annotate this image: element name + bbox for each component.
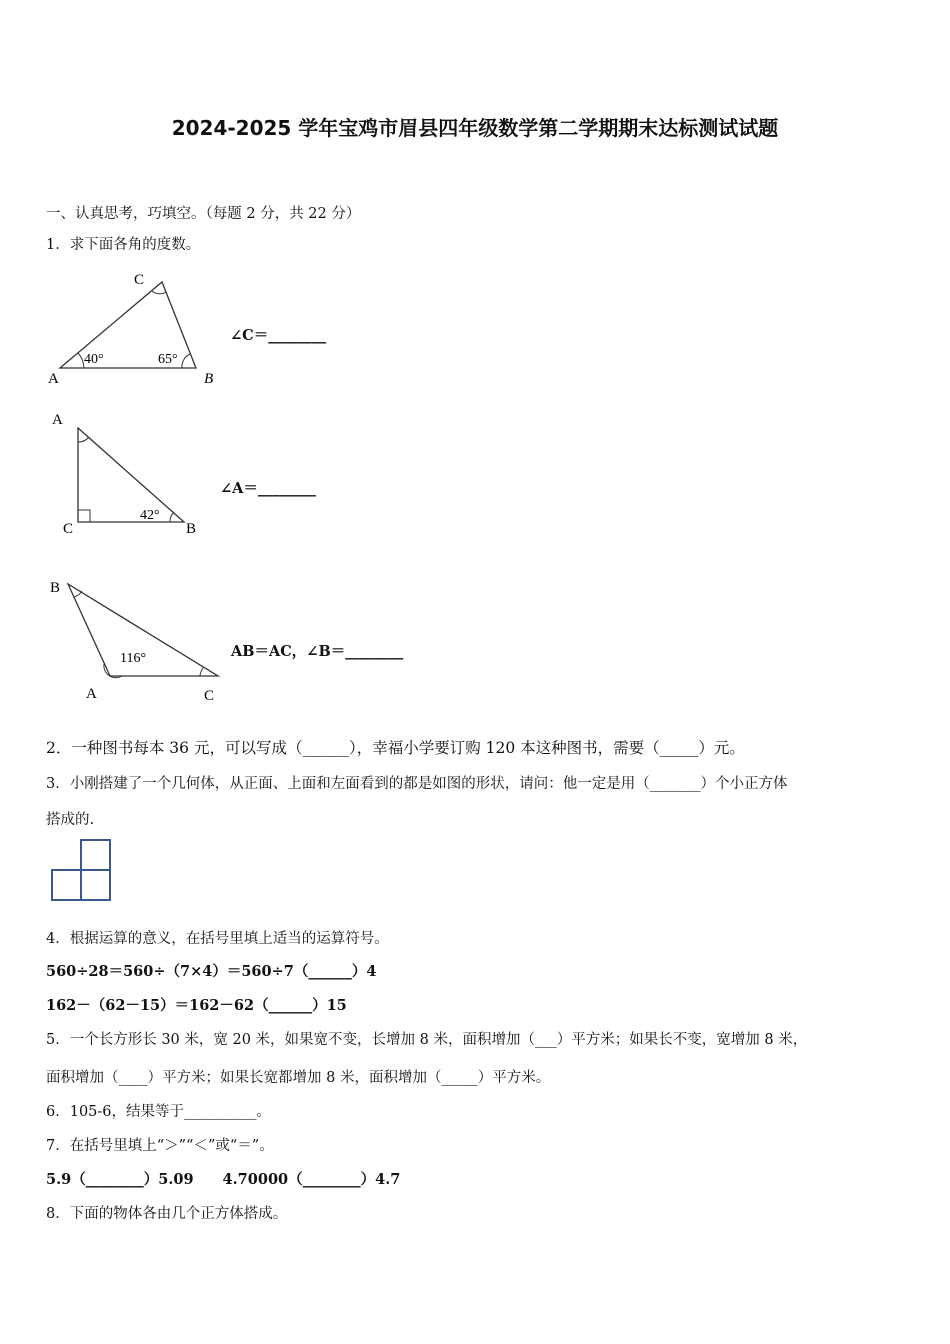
question-1: 1．求下面各角的度数。 [46, 237, 201, 253]
question-7-items: 5.9（________）5.09 4.70000（________）4.7 [46, 1171, 401, 1188]
question-5-line-1: 5．一个长方形长 30 米，宽 20 米，如果宽不变，长增加 8 米，面积增加（___）平方米；如果长不变，宽增加 8 米， [46, 1032, 808, 1048]
question-8: 8．下面的物体各由几个正方体搭成。 [46, 1206, 288, 1222]
vertex-label-b: B [50, 580, 61, 596]
triangle-figure-2 [44, 404, 214, 542]
question-3-line-2: 搭成的. [46, 812, 95, 828]
angle-label-a: 116° [120, 651, 147, 666]
question-4-equation-1: 560÷28＝560÷（7×4）＝560÷7（______）4 [46, 963, 377, 980]
page-title: 2024-2025 学年宝鸡市眉县四年级数学第二学期期末达标测试试题 [171, 116, 779, 140]
angle-label-b: 65° [158, 352, 178, 367]
vertex-label-b: B [186, 521, 197, 537]
question-7: 7．在括号里填上“＞”“＜”或“＝”。 [46, 1138, 274, 1154]
vertex-label-c: C [134, 272, 145, 288]
vertex-label-c: C [204, 688, 215, 704]
vertex-label-a: A [52, 412, 63, 428]
vertex-label-b: B [204, 371, 214, 387]
answer-angle-a: ∠A＝________ [220, 480, 316, 497]
answer-angle-c: ∠C＝________ [230, 327, 327, 344]
cube-view-figure [50, 838, 114, 902]
vertex-label-c: C [63, 521, 74, 537]
question-3-line-1: 3．小刚搭建了一个几何体，从正面、上面和左面看到的都是如图的形状，请问：他一定是用（_______）个小正方体 [46, 776, 788, 792]
answer-angle-b: AB＝AC，∠B＝________ [231, 643, 404, 660]
angle-label-a: 40° [84, 352, 104, 367]
question-4: 4．根据运算的意义，在括号里填上适当的运算符号。 [46, 931, 389, 947]
question-4-equation-2: 162－（62－15）＝162－62（______）15 [46, 997, 347, 1014]
triangle-figure-1 [44, 262, 234, 388]
question-2: 2．一种图书每本 36 元，可以写成（______），幸福小学要订购 120 本这种图书，需要（_____）元。 [46, 739, 745, 757]
vertex-label-a: A [86, 686, 97, 702]
question-5-line-2: 面积增加（____）平方米；如果长宽都增加 8 米，面积增加（_____）平方米。 [46, 1070, 551, 1086]
vertex-label-a: A [48, 371, 59, 387]
triangle-figure-3 [44, 572, 234, 710]
angle-label-b: 42° [140, 508, 160, 523]
section-heading: 一、认真思考，巧填空。（每题 2 分，共 22 分） [46, 206, 361, 222]
question-6: 6．105-6，结果等于__________。 [46, 1104, 272, 1120]
